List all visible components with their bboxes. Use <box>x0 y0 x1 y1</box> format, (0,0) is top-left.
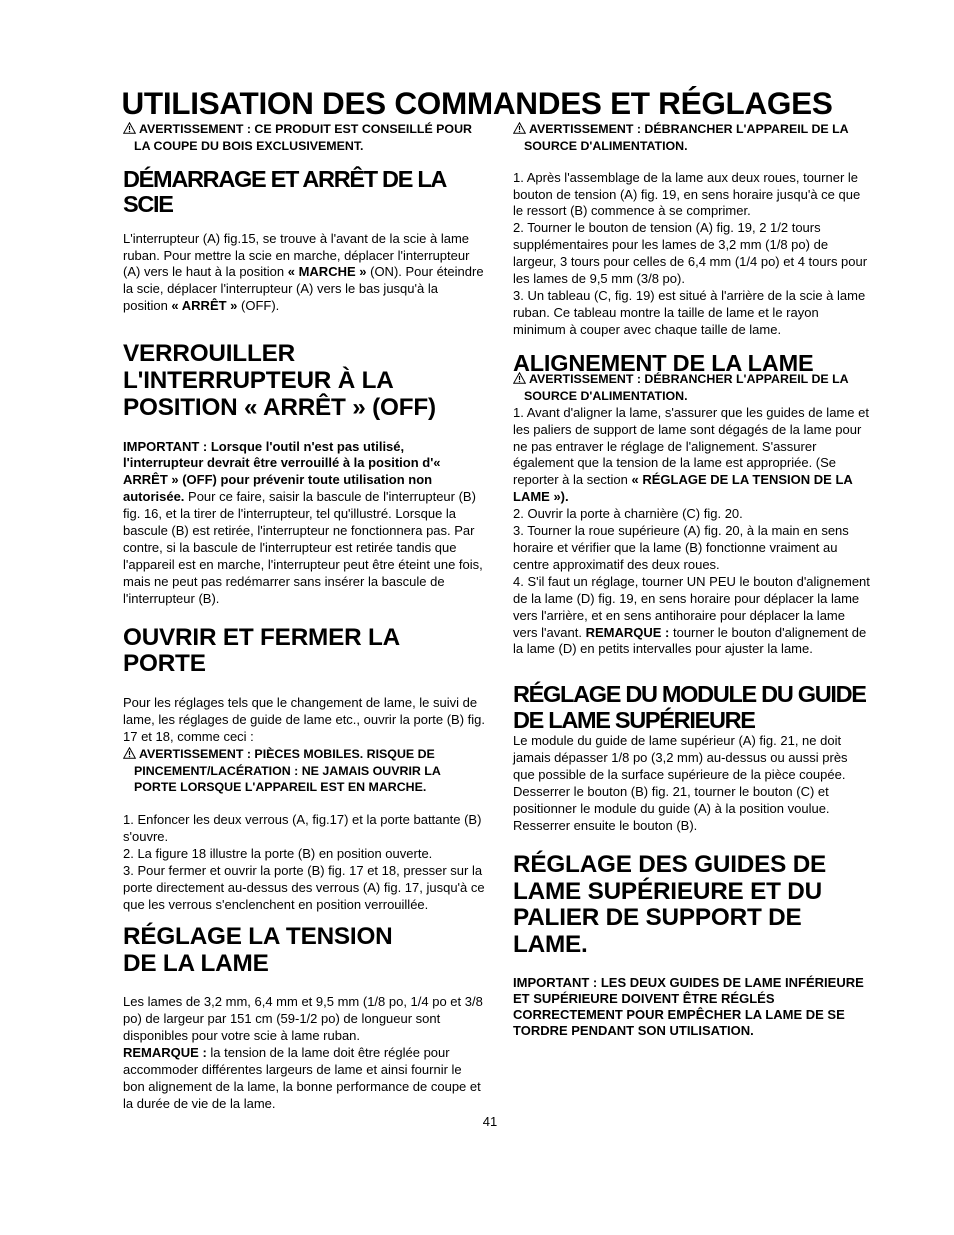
section-heading: VERROUILLER L'INTERRUPTEUR À LA POSITION « ARRÊT » (OFF) <box>123 340 436 421</box>
section-heading: RÉGLAGE DES GUIDES DE LAME SUPÉRIEURE ET DU PALIER DE SUPPORT DE LAME. <box>513 850 827 959</box>
warning-triangle-icon <box>123 122 139 134</box>
step-text: 2. La figure 18 illustre la porte (B) en position ouverte. <box>123 846 433 862</box>
section-body: L'interrupteur (A) fig.15, se trouve à l'avant de la scie à lame ruban. Pour mettre la scie en marche, déplacer l'interrupteur (A) vers le haut à la position « MARCHE » (ON). Pour éteindre la scie, déplacer l'interrupteur (A) vers le bas jusqu'à la position « ARRÊT » (OFF). <box>123 230 484 314</box>
section-body: Pour les réglages tels que le changement de lame, le suivi de lame, les réglages de guide de lame etc., ouvrir la porte (B) fig. 17 et 18, comme ceci : <box>123 695 486 744</box>
step-text: 4. S'il faut un réglage, tourner UN PEU le bouton d'alignement de la lame (D) fig. 19, en sens horaire pour déplacer la lame vers l'arrière, et en sens antihoraire pour déplacer la lame vers l'avant. REMARQUE : tourner le bouton d'alignement de la lame (D) en petits intervalles pour ajuster la lame. <box>513 573 870 657</box>
warning-text: AVERTISSEMENT : DÉBRANCHER L'APPAREIL DE LA SOURCE D'ALIMENTATION. <box>524 122 849 153</box>
section-heading: RÉGLAGE DU MODULE DU GUIDE DE LAME SUPÉRIEURE <box>513 681 866 733</box>
warning-text: AVERTISSEMENT : CE PRODUIT EST CONSEILLÉ POUR LA COUPE DU BOIS EXCLUSIVEMENT. <box>134 122 472 153</box>
section-body: Desserrer le bouton (B) fig. 21, tourner le bouton (C) et positionner le module du guide (A) à la position voulue. Resserrer ensuite le bouton (B). <box>513 784 830 833</box>
step-text: 1. Enfoncer les deux verrous (A, fig.17) et la porte battante (B) s'ouvre. <box>123 812 482 845</box>
step-text: 3. Tourner la roue supérieure (A) fig. 20, à la main en sens horaire et vérifier que la lame (B) fonctionne vraiment au centre approximatif des deux roues. <box>513 523 849 572</box>
warning-triangle-icon <box>123 747 139 759</box>
warning-notice <box>123 746 485 796</box>
step-text: 2. Tourner le bouton de tension (A) fig. 19, 2 1/2 tours supplémentaires pour les lames de 3,2 mm (1/8 po) de largeur, 3 tours pour celles de 6,4 mm (1/4 po) et 4 tours pour les lames de 9,5 mm (3/8 po). <box>513 220 868 287</box>
warning-triangle-icon <box>513 122 529 134</box>
warning-text: AVERTISSEMENT : DÉBRANCHER L'APPAREIL DE LA SOURCE D'ALIMENTATION. <box>524 372 849 403</box>
warning-notice <box>513 121 871 155</box>
important-notice: IMPORTANT : LES DEUX GUIDES DE LAME INFÉRIEURE ET SUPÉRIEURE DOIVENT ÊTRE RÉGLÉS CORRECTEMENT POUR EMPÊCHER LA LAME DE SE TORDRE PENDANT SON UTILISATION. <box>513 974 864 1038</box>
section-heading: ALIGNEMENT DE LA LAME <box>513 349 814 376</box>
warning-text: AVERTISSEMENT : PIÈCES MOBILES. RISQUE DE PINCEMENT/LACÉRATION : NE JAMAIS OUVRIR LA PORTE LORSQUE L'APPAREIL EST EN MARCHE. <box>134 746 441 795</box>
warning-triangle-icon <box>513 372 529 384</box>
step-text: 3. Un tableau (C, fig. 19) est situé à l'arrière de la scie à lame ruban. Ce tableau montre la taille de lame et le rayon minimum à couper avec chaque taille de lame. <box>513 287 866 337</box>
warning-notice <box>123 121 485 155</box>
step-text: 1. Après l'assemblage de la lame aux deux roues, tourner le bouton de tension (A) fig. 19, en sens horaire jusqu'à ce que le ressort (B) commence à se comprimer. <box>513 169 861 219</box>
section-body: IMPORTANT : Lorsque l'outil n'est pas utilisé, l'interrupteur devrait être verrouillé à la position d'« ARRÊT » (OFF) pour prévenir toute utilisation non autorisée. Pour ce faire, saisir la bascule de l'interrupteur (B) fig. 16, et la tirer de l'interrupteur, tel qu'illustré. Lorsque la bascule (B) est retirée, l'interrupteur ne fonctionnera pas. Par contre, si la bascule de l'interrupteur est retirée tandis que l'appareil est en marche, l'interrupteur peut être éteint une fois, mais ne peut pas redémarrer sans insérer la bascule de l'interrupteur (B). <box>123 438 483 606</box>
step-text: 2. Ouvrir la porte à charnière (C) fig. 20. <box>513 506 743 522</box>
page-number: 41 <box>482 1114 498 1129</box>
step-text: 1. Avant d'aligner la lame, s'assurer que les guides de lame et les paliers de support de lame sont dégagés de la lame pour ne pas entraver le réglage de l'alignement. S'assurer également que la tension de la lame est appropriée. (Se reporter à la section « RÉGLAGE DE LA TENSION DE LA LAME »). <box>513 404 869 505</box>
step-text: 3. Pour fermer et ouvrir la porte (B) fig. 17 et 18, presser sur la porte directement au-dessus des verrous (A) fig. 17, jusqu'à ce que les verrous s'enclenchent en position verrouillée. <box>123 863 485 912</box>
section-heading: DÉMARRAGE ET ARRÊT DE LA SCIE <box>123 165 446 218</box>
section-heading: OUVRIR ET FERMER LA PORTE <box>123 623 400 678</box>
section-body: Le module du guide de lame supérieur (A) fig. 21, ne doit jamais dépasser 1/8 po (3,2 mm) au-dessus ou aussi près que possible de la surface supérieure de la pièce coupée. <box>513 733 848 783</box>
section-body: Les lames de 3,2 mm, 6,4 mm et 9,5 mm (1/8 po, 1/4 po et 3/8 po) de largeur par 151 cm (59-1/2 po) de longueur sont disponibles pour votre scie à lame ruban. REMARQUE : la tension de la lame doit être réglée pour accommoder différentes largeurs de lame et ainsi fournir le bon alignement de la lame, la bonne performance de coupe et la durée de vie de la lame. <box>123 994 483 1111</box>
warning-notice <box>513 371 871 405</box>
left-column <box>123 121 485 1113</box>
section-heading: RÉGLAGE LA TENSION DE LA LAME <box>123 922 393 977</box>
page-title: UTILISATION DES COMMANDES ET RÉGLAGES <box>121 85 833 122</box>
right-column <box>513 121 871 1039</box>
